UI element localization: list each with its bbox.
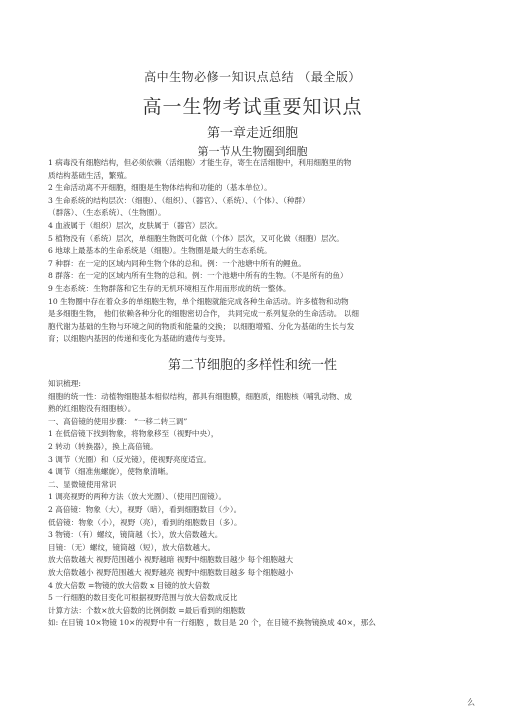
text-line: 1 调亮视野的两种方法（放大光圈）、（使用凹面镜）。	[48, 492, 227, 502]
text-line: 10 生物圈中存在着众多的单细胞生物，单个细胞就能完成各种生命活动。许多植物和动物	[48, 296, 349, 306]
text-line: 3 生命系统的结构层次：（细胞）、（组织）、（器官）、（系统）、（个体）、（种群）	[48, 195, 310, 205]
text-line: 二、显微镜使用常识	[48, 479, 117, 489]
text-line: 5 一行细胞的数目变化可根据视野范围与放大倍数成反比	[48, 593, 238, 603]
text-line: 2 高倍镜：物象（大），视野（暗），看到细胞数目（少）。	[48, 504, 242, 514]
text-line: 4 血液属于（组织）层次，皮肤属于（器官）层次。	[48, 220, 223, 230]
text-line: 知识梳理:	[48, 379, 81, 388]
text-line: 4 放大倍数 =物镜的放大倍数 x 目镜的放大倍数	[48, 580, 210, 590]
text-line: 胞代谢为基础的生物与环境之间的物质和能量的交换； 以细胞增殖、分化为基础的生长与发	[48, 321, 355, 331]
text-line: 熟的红细胞没有细胞核）。	[48, 404, 136, 414]
text-line: 7 种群：在一定的区域内同种生物个体的总和。例：一个池塘中所有的鲤鱼。	[48, 258, 306, 268]
text-line: 低倍镜：物象（小），视野（亮），看到的细胞数目（多）。	[48, 517, 242, 527]
text-line: 放大倍数越小 视野范围越大 视野越亮 视野中细胞数目越多 每个细胞越小	[48, 567, 294, 577]
text-line: 育；以细胞内基因的传递和变化为基础的遗传与变异。	[48, 334, 231, 344]
text-line: 质结构基础生活，繁殖。	[48, 170, 132, 180]
text-line: 1 在低倍镜下找到物象，将物象移至（视野中央），	[48, 429, 219, 439]
text-line: 4 调节（细准焦螺旋），使物象清晰。	[48, 467, 173, 477]
text-line: 6 地球上最基本的生命系统是（细胞）。生物圈是最大的生态系统。	[48, 246, 272, 256]
section-1-body	[48, 157, 468, 346]
text-line: 1 病毒没有细胞结构，但必须依赖（活细胞）才能生存，寄生在活细胞中，利用细胞里的物	[48, 158, 352, 167]
text-line: 目镜：（无）螺纹，镜筒越（短），放大倍数越大。	[48, 542, 216, 552]
section-1-title: 第一节从生物圈到细胞	[197, 145, 308, 158]
text-line: 如: 在目镜 10×物镜 10×的视野中有一行细胞 ，数目是 20 个，在目镜不换物镜换成 40×，那么	[48, 618, 376, 628]
text-line: 2 生命活动离不开细胞，细胞是生物体结构和功能的（基本单位）。	[48, 183, 272, 193]
text-line: 5 植物没有（系统）层次，单细胞生物既可化做（个体）层次，又可化做（细胞）层次。	[48, 233, 344, 243]
text-line: 2 转动（转换器），换上高倍镜。	[48, 441, 158, 451]
text-line: 细胞的统一性：动植物细胞基本相似结构，都具有细胞膜，细胞质，细胞核（哺乳动物、成	[48, 391, 352, 401]
section-2-body	[48, 378, 468, 630]
text-line: 8 群落：在一定的区域内所有生物的总和。例：一个池塘中所有的生物。（不是所有的鱼）	[48, 271, 348, 281]
text-line: 3 物镜：（有）螺纹，镜筒越（长），放大倍数越大。	[48, 530, 223, 540]
document-main-title: 高一生物考试重要知识点	[142, 96, 363, 118]
section-2-title: 第二节细胞的多样性和统一性	[167, 358, 337, 373]
document-top-title: 高中生物必修一知识点总结 （最全版）	[144, 70, 361, 84]
text-line: 计算方法：个数×放大倍数的比例倒数 =最后看到的细胞数	[48, 605, 246, 615]
text-line: 9 生态系统：生物群落和它生存的无机环境相互作用而形成的统一整体。	[48, 283, 291, 293]
text-line: （群落）、（生态系统）、（生物圈）。	[48, 208, 166, 218]
text-line: 是多细胞生物， 他们依赖各种分化的细胞密切合作， 共同完成一系列复杂的生命活动。 以细	[48, 309, 359, 319]
text-line: 一、高倍镜的使用步骤： “一移二转三调”	[48, 416, 188, 426]
page-corner-mark: 么	[467, 698, 475, 707]
text-line: 放大倍数越大 视野范围越小 视野越暗 视野中细胞数目越少 每个细胞越大	[48, 555, 294, 565]
text-line: 3 调节（光圈）和（反光镜），使视野亮度适宜。	[48, 454, 211, 464]
chapter-title: 第一章走近细胞	[206, 126, 298, 141]
